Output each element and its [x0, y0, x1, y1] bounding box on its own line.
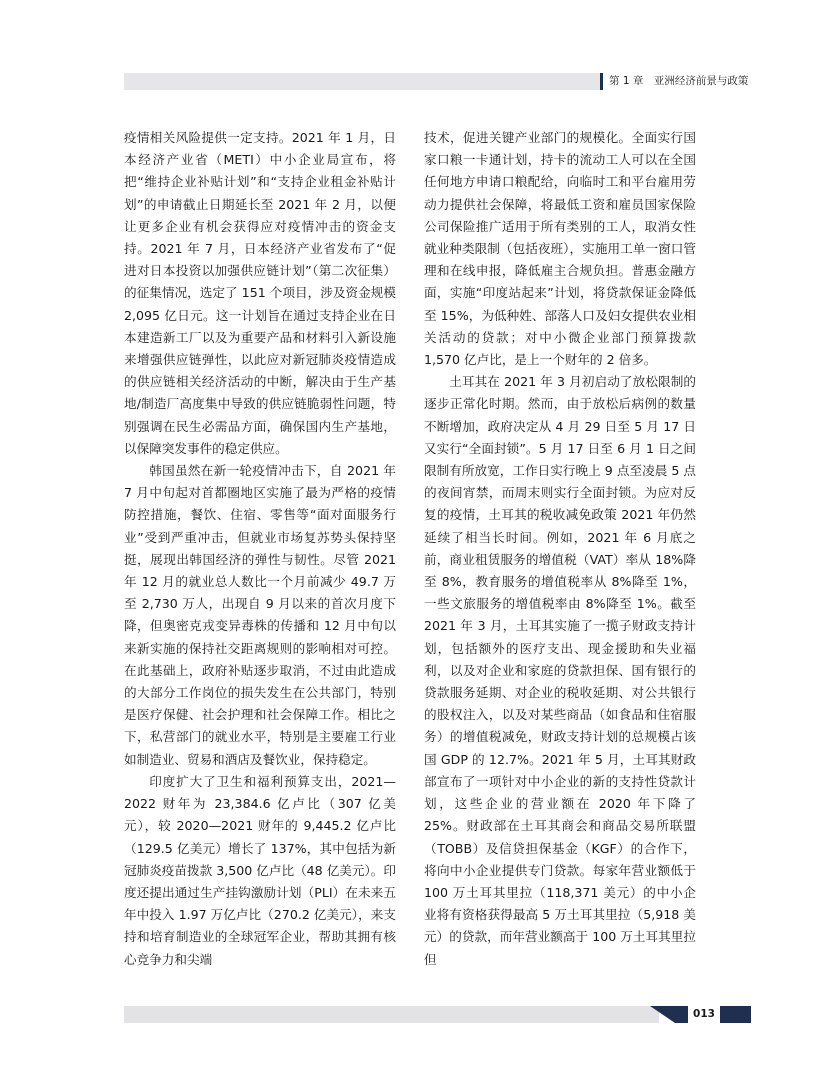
page-number: 013 [688, 1006, 720, 1023]
paragraph-turkey: 土耳其在 2021 年 3 月初启动了放松限制的逐步正常化时期。然而，由于放松后病例的数量不断增加，政府决定从 4 月 29 日至 5 月 17 日又实行“全面封锁”。5 月 17 日至 6 月 1 日之间限制有所放宽，工作日实行晚上 9 点至凌晨 5 点的夜间宵禁，而周末则实行全面封锁。为应对反复的疫情，土耳其的税收减免政策 2021 年仍然延续了相当长时间。例如，2021 年 6 月底之前，商业租赁服务的增值税（VAT）率从 18%降至 8%，教育服务的增值税率从 8%降至 1%，一些文旅服务的增值税率由 8%降至 1%。截至 2021 年 3 月，土耳其实施了一揽子财政支持计划，包括额外的医疗支出、现金援助和失业福利，以及对企业和家庭的贷款担保、国有银行的贷款服务延期、对企业的税收延期、对公共银行的股权注入，以及对某些商品（如食品和住宿服务）的增值税减免，财政支持计划的总规模占该国 GDP 的 12.7%。2021 年 5 月，土耳其财政部宣布了一项针对中小企业的新的支持性贷款计划，这些企业的营业额在 2020 年下降了 25%。财政部在土耳其商会和商品交易所联盟（TOBB）及信贷担保基金（KGF）的合作下，将向中小企业提供专门贷款。每家年营业额低于 100 万土耳其里拉（118,371 美元）的中小企业将有资格获得最高 5 万土耳其里拉（5,918 美元）的贷款，而年营业额高于 100 万土耳其里拉但 [424, 374, 696, 967]
footer-accent-right [720, 1006, 751, 1023]
chapter-title: 第 1 章 亚洲经济前景与政策 [609, 75, 749, 87]
footer-chevron [650, 1006, 675, 1023]
paragraph-japan: 疫情相关风险提供一定支持。2021 年 1 月，日本经济产业省（METI）中小企业局宣布，将把“维持企业补贴计划”和“支持企业租金补贴计划”的申请截止日期延长至 2021 年 2 月，以便让更多企业有机会获得应对疫情冲击的资金支持。2021 年 7 月，日本经济产业省发布了“促进对日本投资以加强供应链计划”（第二次征集）的征集情况，选定了 151 个项目，涉及资金规模 2,095 亿日元。这一计划旨在通过支持企业在日本建造新工厂以及为重要产品和材料引入新设施来增强供应链弹性，以此应对新冠肺炎疫情造成的供应链相关经济活动的中断，解决由于生产基地/制造厂高度集中导致的供应链脆弱性问题，特别强调在民生必需品方面，确保国内生产基地，以保障突发事件的稳定供应。 [124, 130, 396, 456]
paragraph-india-continued: 技术，促进关键产业部门的规模化。全面实行国家口粮一卡通计划，持卡的流动工人可以在全国任何地方申请口粮配给，向临时工和平台雇用劳动力提供社会保障，将最低工资和雇员国家保险公司保险推广适用于所有类别的工人，取消女性就业种类限制（包括夜班），实施用工单一窗口管理和在线申报，降低雇主合规负担。普惠金融方面，实施“印度站起来”计划，将贷款保证金降低至 15%，为低种姓、部落人口及妇女提供农业相关活动的贷款；对中小微企业部门预算拨款 1,570 亿卢比，是上一个财年的 2 倍多。 [424, 130, 696, 368]
footer-accent-left [675, 1006, 688, 1023]
paragraph-india: 印度扩大了卫生和福利预算支出，2021—2022 财年为 23,384.6 亿卢比（307 亿美元），较 2020—2021 财年的 9,445.2 亿卢比（129.5 亿美元）增长了 137%，其中包括为新冠肺炎疫苗拨款 3,500 亿卢比（48 亿美元）。印度还提出通过生产挂钩激励计划（PLI）在未来五年中投入 1.97 万亿卢比（270.2 亿美元），来支持和培育制造业的全球冠军企业，帮助其拥有核心竞争力和尖端 [124, 773, 396, 967]
left-column [124, 127, 396, 971]
paragraph-korea: 韩国虽然在新一轮疫情冲击下，自 2021 年 7 月中旬起对首都圈地区实施了最为严格的疫情防控措施，餐饮、住宿、零售等“面对面服务行业”受到严重冲击，但就业市场复苏势头保持坚挺，展现出韩国经济的弹性与韧性。尽管 2021 年 12 月的就业总人数比一个月前减少 49.7 万至 2,730 万人，出现自 9 月以来的首次月度下降，但奥密克戎变异毒株的传播和 12 月中旬以来新实施的保持社交距离规则的影响相对可控。在此基础上，政府补贴逐步取消，不过由此造成的大部分工作岗位的损失发生在公共部门，特别是医疗保健、社会护理和社会保障工作。相比之下，私营部门的就业水平，特别是主要雇工行业如制造业、贸易和酒店及餐饮业，保持稳定。 [124, 463, 396, 767]
right-column [424, 127, 696, 971]
footer-bar [124, 1006, 659, 1023]
